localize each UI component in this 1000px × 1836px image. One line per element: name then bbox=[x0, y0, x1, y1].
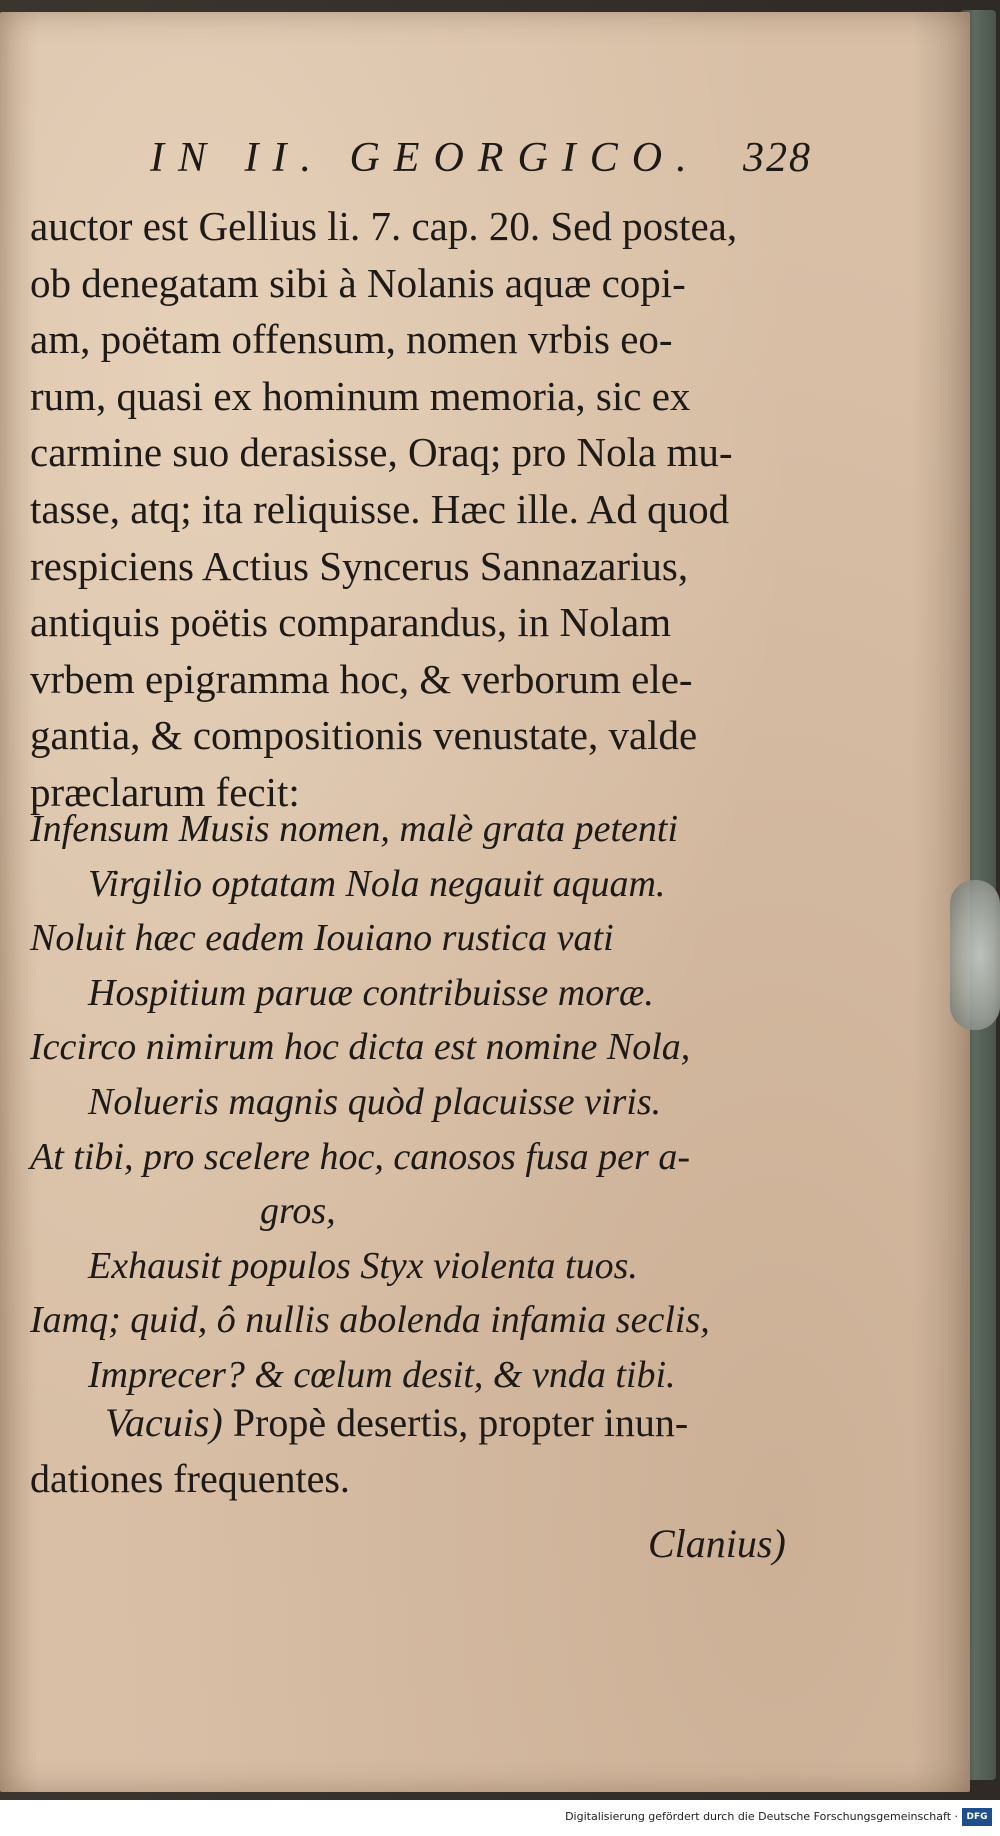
prose-line: vrbem epigramma hoc, & verborum ele- bbox=[30, 655, 693, 702]
footer-bar bbox=[0, 1800, 1000, 1836]
prose-line: respiciens Actius Syncerus Sannazarius, bbox=[30, 542, 689, 589]
prose-line: carmine suo derasisse, Oraq; pro Nola mu- bbox=[30, 429, 733, 476]
book-page bbox=[0, 12, 970, 1792]
running-header bbox=[150, 134, 812, 182]
verse-line: Iamq; quid, ô nullis abolenda infamia seclis, bbox=[30, 1299, 710, 1342]
verse-line: Hospitium paruæ contribuisse moræ. bbox=[88, 971, 654, 1014]
page-number: 328 bbox=[743, 135, 812, 181]
prose-block bbox=[30, 198, 810, 821]
prose-line: antiquis poëtis comparandus, in Nolam bbox=[30, 599, 672, 646]
verse-line: gros, bbox=[260, 1190, 336, 1233]
commentary-text: Propè desertis, propter inun- bbox=[222, 1400, 689, 1445]
book-clasp bbox=[950, 880, 1000, 1030]
verse-line: Exhausit populos Styx violenta tuos. bbox=[88, 1244, 638, 1287]
prose-line: rum, quasi ex hominum memoria, sic ex bbox=[30, 372, 691, 419]
verse-line: Imprecer? & cœlum desit, & vnda tibi. bbox=[88, 1353, 676, 1396]
commentary-block bbox=[30, 1395, 820, 1507]
verse-line: Infensum Musis nomen, malè grata petenti bbox=[30, 808, 679, 850]
verse-line: Nolueris magnis quòd placuisse viris. bbox=[88, 1080, 662, 1123]
epigram-verse bbox=[30, 802, 820, 1403]
running-title: IN II. GEORGICO. bbox=[150, 135, 701, 181]
commentary-line bbox=[30, 1395, 820, 1451]
commentary-lemma: Vacuis) bbox=[105, 1400, 223, 1445]
verse-line: Iccirco nimirum hoc dicta est nomine Nola, bbox=[30, 1026, 691, 1069]
prose-line: tasse, atq; ita reliquisse. Hæc ille. Ad quod bbox=[30, 485, 730, 532]
catchword: Clanius) bbox=[648, 1521, 786, 1566]
verse-line: At tibi, pro scelere hoc, canosos fusa per a- bbox=[30, 1135, 690, 1178]
prose-line: ob denegatam sibi à Nolanis aquæ copi- bbox=[30, 259, 686, 306]
prose-line: gantia, & compositionis venustate, valde bbox=[30, 712, 698, 759]
prose-line: præclarum fecit: bbox=[30, 768, 300, 815]
prose-line: auctor est Gellius li. 7. cap. 20. Sed postea, bbox=[30, 203, 738, 249]
dfg-logo-icon: DFG bbox=[962, 1808, 992, 1826]
verse-line: Virgilio optatam Nola negauit aquam. bbox=[88, 862, 666, 905]
prose-line: am, poëtam offensum, nomen vrbis eo- bbox=[30, 316, 673, 363]
commentary-line: dationes frequentes. bbox=[30, 1456, 350, 1501]
verse-line: Noluit hæc eadem Iouiano rustica vati bbox=[30, 917, 614, 960]
footer-credit: Digitalisierung gefördert durch die Deutsche Forschungsgemeinschaft · bbox=[565, 1810, 958, 1823]
